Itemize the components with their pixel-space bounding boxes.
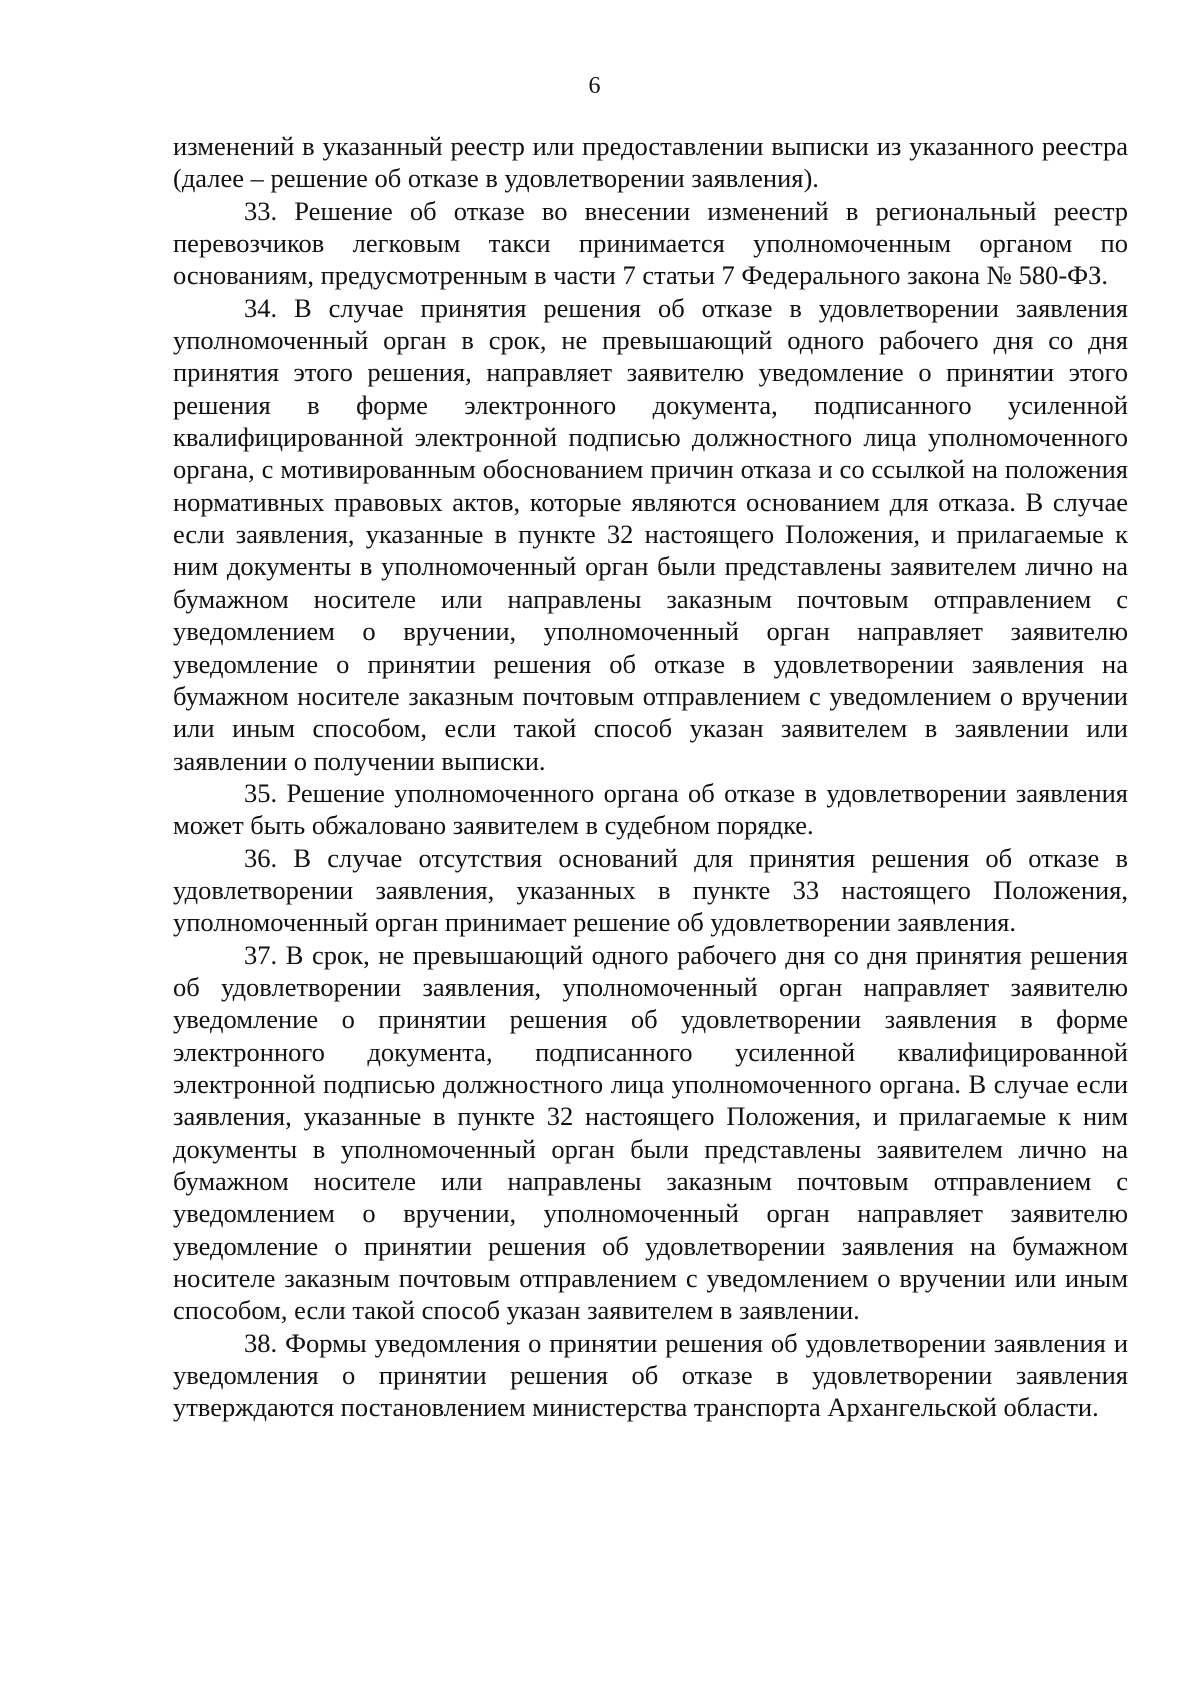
paragraph-37: 37. В срок, не превышающий одного рабочего дня со дня принятия решения об удовлетворении заявления, уполномоченный орган направляет заявителю уведомление о принятии решения об удовлетворении заявления в форме электронного документа, подписанного усиленной квалифицированной электронной подписью должностного лица уполномоченного органа. В случае если заявления, указанные в пункте 32 настоящего Положения, и прилагаемые к ним документы в уполномоченный орган были представлены заявителем лично на бумажном носителе или направлены заказным почтовым отправлением с уведомлением о вручении, уполномоченный орган направляет заявителю уведомление о принятии решения об удовлетворении заявления на бумажном носителе заказным почтовым отправлением с уведомлением о вручении или иным способом, если такой способ указан заявителем в заявлении. bbox=[173, 939, 1128, 1326]
paragraph-38: 38. Формы уведомления о принятии решения об удовлетворении заявления и уведомления о принятии решения об отказе в удовлетворении заявления утверждаются постановлением министерства транспорта Архангельской области. bbox=[173, 1327, 1128, 1423]
paragraph-33: 33. Решение об отказе во внесении изменений в региональный реестр перевозчиков легковым такси принимается уполномоченным органом по основаниям, предусмотренным в части 7 статьи 7 Федерального закона № 580-ФЗ. bbox=[173, 195, 1128, 291]
paragraph-continuation: изменений в указанный реестр или предоставлении выписки из указанного реестра (далее – решение об отказе в удовлетворении заявления). bbox=[173, 131, 1128, 194]
paragraph-36: 36. В случае отсутствия оснований для принятия решения об отказе в удовлетворении заявления, указанных в пункте 33 настоящего Положения, уполномоченный орган принимает решение об удовлетворении заявления. bbox=[173, 842, 1128, 938]
document-body bbox=[173, 130, 1128, 1424]
paragraph-35: 35. Решение уполномоченного органа об отказе в удовлетворении заявления может быть обжаловано заявителем в судебном порядке. bbox=[173, 777, 1128, 841]
paragraph-34: 34. В случае принятия решения об отказе в удовлетворении заявления уполномоченный орган в срок, не превышающий одного рабочего дня со дня принятия этого решения, направляет заявителю уведомление о принятии этого решения в форме электронного документа, подписанного усиленной квалифицированной электронной подписью должностного лица уполномоченного органа, с мотивированным обоснованием причин отказа и со ссылкой на положения нормативных правовых актов, которые являются основанием для отказа. В случае если заявления, указанные в пункте 32 настоящего Положения, и прилагаемые к ним документы в уполномоченный орган были представлены заявителем лично на бумажном носителе или направлены заказным почтовым отправлением с уведомлением о вручении, уполномоченный орган направляет заявителю уведомление о принятии решения об отказе в удовлетворении заявления на бумажном носителе заказным почтовым отправлением с уведомлением о вручении или иным способом, если такой способ указан заявителем в заявлении или заявлении о получении выписки. bbox=[173, 292, 1128, 776]
page-number: 6 bbox=[588, 73, 601, 99]
